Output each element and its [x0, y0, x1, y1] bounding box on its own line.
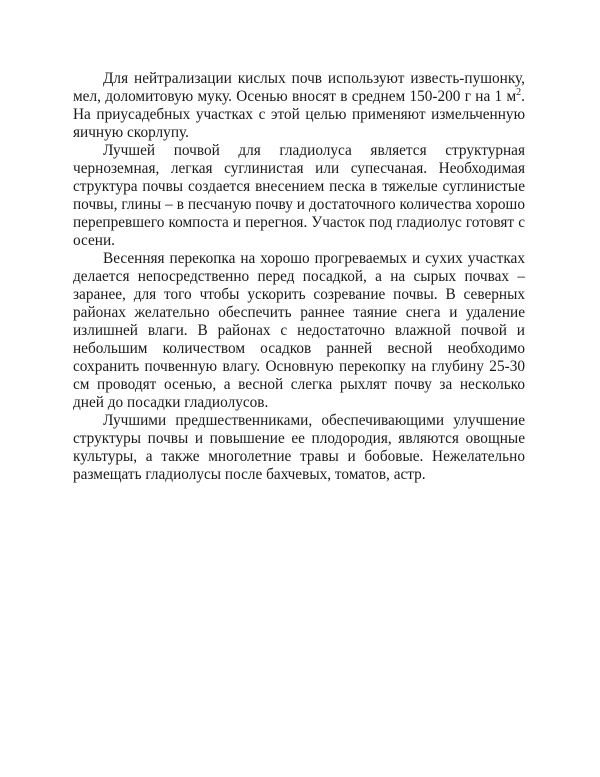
paragraph-liming-text: Для нейтрализации кислых почв используют известь-пушонку, мел, доломитовую муку. Осенью вносят в среднем 150-200 г на 1 м — [73, 70, 525, 105]
paragraph-best-soil: Лучшей почвой для гладиолуса является структурная черноземная, легкая суглинистая или супесчаная. Необходимая структура почвы создается внесением песка в тяжелые суглинистые почвы, глины – в песчаную почву и достаточного количества хорошо перепревшего компоста и перегноя. Участок под гладиолус готовят с осени. — [73, 142, 525, 249]
paragraph-spring-digging: Весенняя перекопка на хорошо прогреваемых и сухих участках делается непосредственно перед посадкой, а на сырых почвах – заранее, для того чтобы ускорить созревание почвы. В северных районах желательно обеспечить раннее таяние снега и удаление излишней влаги. В районах с недостаточно влажной почвой и небольшим количеством осадков ранней весной необходимо сохранить почвенную влагу. Основную перекопку на глубину 25-30 см проводят осенью, а весной слегка рыхлят почву за несколько дней до посадки гладиолусов. — [73, 250, 525, 411]
paragraph-liming — [73, 70, 525, 142]
paragraph-predecessors: Лучшими предшественниками, обеспечивающими улучшение структуры почвы и повышение ее плодородия, являются овощные культуры, а также многолетние травы и бобовые. Нежелательно размещать гладиолусы после бахчевых, томатов, астр. — [73, 412, 525, 483]
document-body — [73, 70, 525, 484]
superscript-square: 2 — [516, 86, 522, 98]
paragraph-liming-text-end: . На приусадебных участках с этой целью применяют измельченную яичную скорлупу. — [73, 88, 525, 141]
